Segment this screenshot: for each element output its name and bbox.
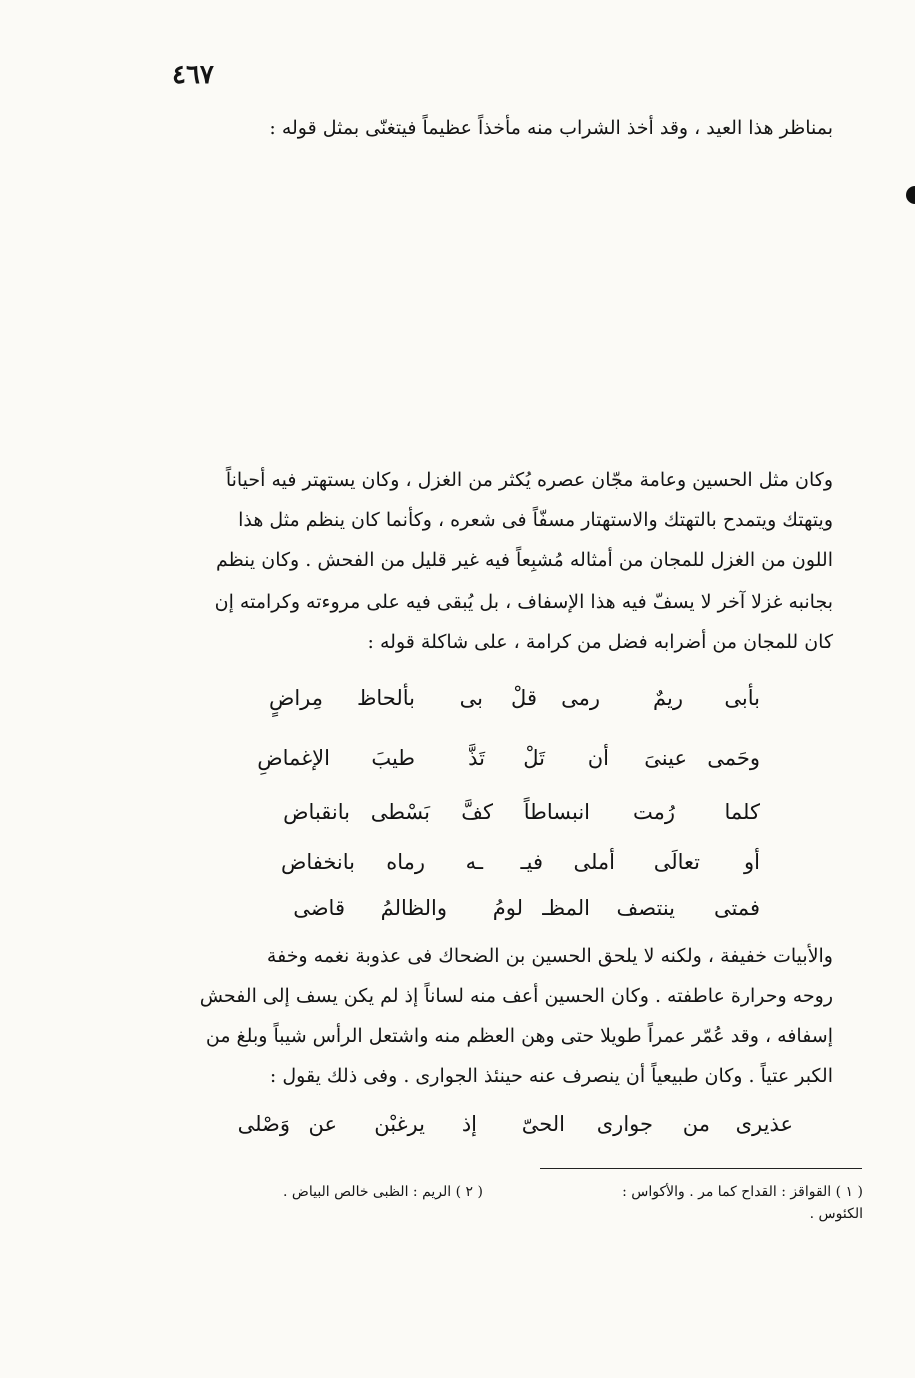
paragraph-1-line-4: بجانبه غزلا آخر لا يسفّ فيه هذا الإسفاف ، بل يُبقى فيه على مروءته وكرامته إن: [214, 591, 833, 613]
poem2-v2-w5: تَذَّ: [468, 746, 485, 770]
poem2-v3-w1: كلما: [724, 800, 760, 824]
final-verse-w1: عذيرى: [735, 1112, 793, 1136]
intro-line: بمناظر هذا العيد ، وقد أخذ الشراب منه مأخذاً عظيماً فيتغنّى بمثل قوله :: [269, 117, 833, 139]
final-verse: [0, 1112, 915, 1152]
poem2-verse-2: [0, 746, 915, 786]
poem2-v2-w7: الإغماضِ: [257, 746, 330, 770]
poem2-v5-w5: والظالمُ: [380, 896, 447, 920]
paragraph-1-line-2: ويتهتك ويتمدح بالتهتك والاستهتار مسفّاً فى شعره ، وكأنما كان ينظم مثل هذا: [238, 509, 833, 531]
poem2-v4-w2: تعالَى: [653, 850, 700, 874]
poem2-v3-w3: انبساطاً: [523, 800, 590, 824]
paragraph-2-line-3: إسفافه ، وقد عُمّر عمراً طويلا حتى وهن العظم منه واشتعل الرأس شيباً وبلغ من: [205, 1025, 833, 1047]
poem2-v1-w3: رمى: [561, 686, 600, 710]
final-verse-w2: من: [682, 1112, 710, 1136]
final-verse-w5: إذ: [461, 1112, 477, 1136]
poem2-v1-w6: بألحاظ: [356, 686, 415, 710]
footnote-rule: [540, 1168, 862, 1169]
poem2-v5-w3: المظـ: [542, 896, 590, 920]
paragraph-2-line-2: روحه وحرارة عاطفته . وكان الحسين أعف منه لساناً إذ لم يكن يسف إلى الفحش: [199, 985, 833, 1007]
final-verse-w8: وَصْلى: [237, 1112, 290, 1136]
poem2-v1-w2: ريمٌ: [653, 686, 683, 710]
poem2-v2-w3: أن: [587, 746, 609, 770]
paragraph-1-line-1: وكان مثل الحسين وعامة مجّان عصره يُكثر من الغزل ، وكان يستهتر فيه أحياناً: [225, 469, 833, 491]
paragraph-2-line-1: والأبيات خفيفة ، ولكنه لا يلحق الحسين بن الضحاك فى عذوبة نغمه وخفة: [266, 945, 833, 967]
footnote-1-line-2: الكئوس .: [809, 1206, 863, 1222]
poem2-verse-5: [0, 896, 915, 936]
page-number: ٤٦٧: [172, 60, 214, 90]
poem2-v3-w5: بَسْطى: [370, 800, 430, 824]
poem2-v3-w2: رُمت: [632, 800, 675, 824]
paragraph-2-line-4: الكبر عتياً . وكان طبيعياً أن ينصرف عنه حينئذ الجوارى . وفى ذلك يقول :: [269, 1065, 833, 1087]
poem2-v1-w7: مِراضٍ: [268, 686, 323, 710]
poem2-v3-w4: كفَّ: [461, 800, 493, 824]
poem2-v1-w4: قلْ: [511, 686, 537, 710]
poem2-verse-4: [0, 850, 915, 890]
poem2-v2-w2: عينىَ: [644, 746, 687, 770]
poem2-verse-3: [0, 800, 915, 840]
poem2-v5-w2: ينتصف: [616, 896, 675, 920]
footnote-2: ( ٢ ) الريم : الظبى خالص البياض .: [283, 1184, 483, 1200]
poem2-v4-w3: أملى: [573, 850, 615, 874]
paragraph-1-line-3: اللون من الغزل للمجان من أمثاله مُشبِعاً فيه غير قليل من الفحش . وكان ينظم: [215, 549, 833, 571]
poem2-v4-w6: رماه: [386, 850, 425, 874]
poem2-v5-w1: فمتى: [713, 896, 760, 920]
final-verse-w6: يرغبْن: [374, 1112, 425, 1136]
footnote-1-line-1: ( ١ ) القواقز : القداح كما مر . والأكواس :: [622, 1184, 863, 1200]
poem2-v2-w6: طيبَ: [371, 746, 415, 770]
final-verse-w7: عن: [308, 1112, 337, 1136]
poem2-v4-w5: ـه: [465, 850, 483, 874]
poem2-v2-w4: تَلْ: [523, 746, 545, 770]
final-verse-w3: جوارى: [596, 1112, 653, 1136]
poem2-v2-w1: وحَمى: [707, 746, 760, 770]
poem2-v5-w6: قاضى: [293, 896, 345, 920]
paragraph-1-line-5: كان للمجان من أضرابه فضل من كرامة ، على شاكلة قوله :: [367, 631, 833, 653]
poem2-v4-w4: فيـ: [520, 850, 543, 874]
poem2-v4-w1: أو: [744, 850, 760, 874]
poem2-v3-w6: بانقباض: [283, 800, 350, 824]
poem2-verse-1: [0, 686, 915, 726]
margin-mark: [906, 186, 915, 204]
final-verse-w4: الحىّ: [521, 1112, 565, 1136]
poem2-v1-w5: بى: [459, 686, 483, 710]
poem2-v4-w7: بانخفاض: [280, 850, 355, 874]
poem2-v5-w4: لومُ: [492, 896, 523, 920]
poem2-v1-w1: بأبى: [724, 686, 760, 710]
